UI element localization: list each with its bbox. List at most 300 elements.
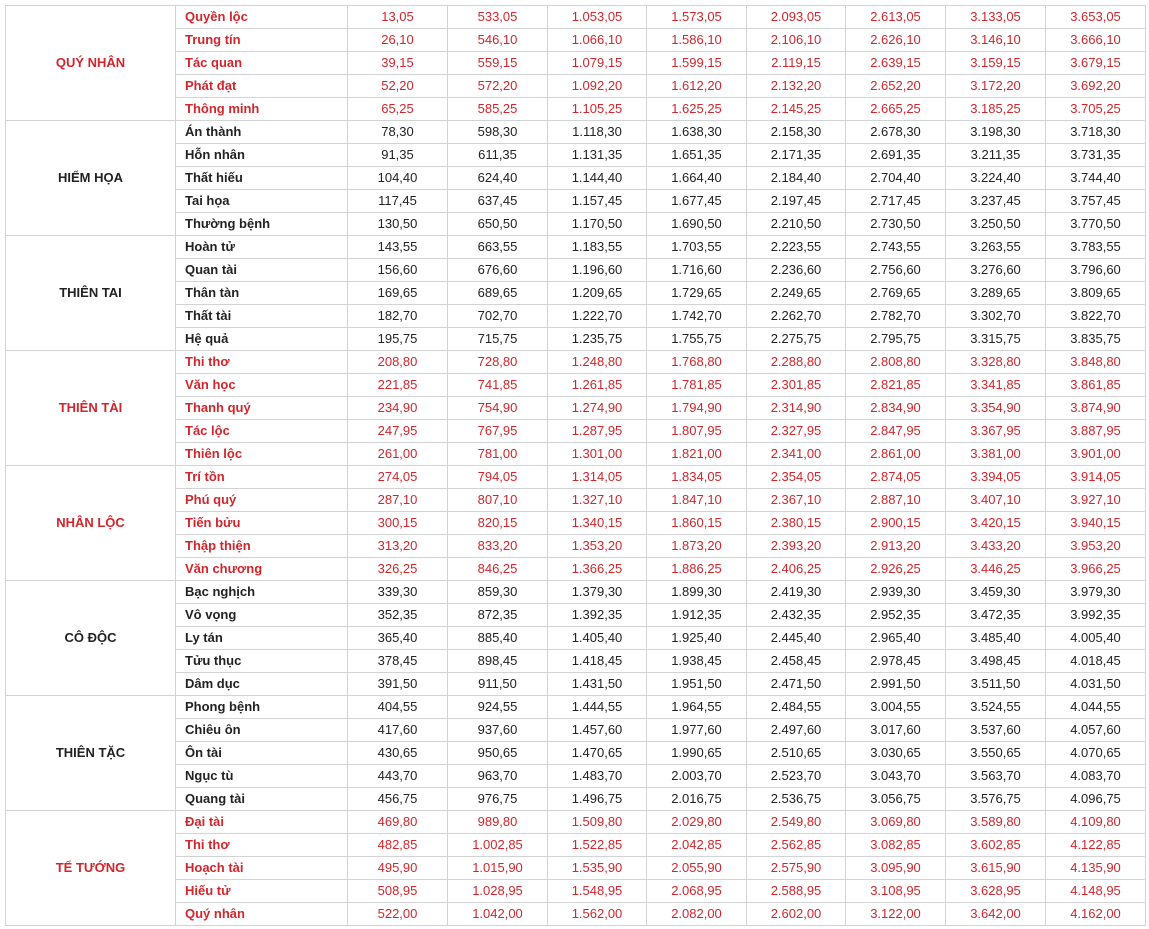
value-cell: 1.807,95 [647, 420, 747, 443]
value-cell: 2.691,35 [846, 144, 946, 167]
value-cell: 2.639,15 [846, 52, 946, 75]
value-cell: 533,05 [448, 6, 548, 29]
value-cell: 2.562,85 [747, 834, 846, 857]
value-cell: 3.692,20 [1046, 75, 1146, 98]
value-cell: 300,15 [348, 512, 448, 535]
value-cell: 130,50 [348, 213, 448, 236]
value-cell: 3.185,25 [946, 98, 1046, 121]
value-cell: 2.354,05 [747, 466, 846, 489]
value-cell: 2.939,30 [846, 581, 946, 604]
value-cell: 1.301,00 [548, 443, 647, 466]
value-cell: 898,45 [448, 650, 548, 673]
table-row [6, 880, 1146, 903]
table-row [6, 903, 1146, 926]
value-cell: 754,90 [448, 397, 548, 420]
value-cell: 2.602,00 [747, 903, 846, 926]
value-cell: 1.821,00 [647, 443, 747, 466]
value-cell: 4.122,85 [1046, 834, 1146, 857]
value-cell: 3.822,70 [1046, 305, 1146, 328]
value-cell: 1.612,20 [647, 75, 747, 98]
table-row [6, 696, 1146, 719]
value-cell: 3.563,70 [946, 765, 1046, 788]
value-cell: 2.913,20 [846, 535, 946, 558]
row-label: Chiêu ôn [176, 719, 348, 742]
table-row [6, 489, 1146, 512]
table-row [6, 29, 1146, 52]
row-label: Trí tồn [176, 466, 348, 489]
table-row [6, 857, 1146, 880]
value-cell: 585,25 [448, 98, 548, 121]
value-cell: 1.118,30 [548, 121, 647, 144]
value-cell: 1.392,35 [548, 604, 647, 627]
row-label: Văn chương [176, 558, 348, 581]
value-cell: 937,60 [448, 719, 548, 742]
value-cell: 3.589,80 [946, 811, 1046, 834]
value-cell: 4.148,95 [1046, 880, 1146, 903]
value-cell: 1.418,45 [548, 650, 647, 673]
value-cell: 4.083,70 [1046, 765, 1146, 788]
value-cell: 3.472,35 [946, 604, 1046, 627]
value-cell: 1.353,20 [548, 535, 647, 558]
value-cell: 2.288,80 [747, 351, 846, 374]
value-cell: 1.768,80 [647, 351, 747, 374]
value-cell: 1.573,05 [647, 6, 747, 29]
value-cell: 1.144,40 [548, 167, 647, 190]
table-row [6, 121, 1146, 144]
value-cell: 2.068,95 [647, 880, 747, 903]
value-cell: 885,40 [448, 627, 548, 650]
value-cell: 3.757,45 [1046, 190, 1146, 213]
value-cell: 495,90 [348, 857, 448, 880]
value-cell: 728,80 [448, 351, 548, 374]
row-label: Án thành [176, 121, 348, 144]
value-cell: 1.638,30 [647, 121, 747, 144]
table-row [6, 98, 1146, 121]
value-cell: 950,65 [448, 742, 548, 765]
value-cell: 2.093,05 [747, 6, 846, 29]
row-label: Thông minh [176, 98, 348, 121]
value-cell: 624,40 [448, 167, 548, 190]
value-cell: 3.263,55 [946, 236, 1046, 259]
table-row [6, 351, 1146, 374]
row-label: Ly tán [176, 627, 348, 650]
group-label: TỂ TƯỚNG [6, 811, 176, 926]
value-cell: 1.496,75 [548, 788, 647, 811]
value-cell: 3.744,40 [1046, 167, 1146, 190]
value-cell: 1.470,65 [548, 742, 647, 765]
value-cell: 1.170,50 [548, 213, 647, 236]
value-cell: 4.005,40 [1046, 627, 1146, 650]
value-cell: 3.550,65 [946, 742, 1046, 765]
value-cell: 3.043,70 [846, 765, 946, 788]
table-row [6, 604, 1146, 627]
value-cell: 2.861,00 [846, 443, 946, 466]
value-cell: 2.575,90 [747, 857, 846, 880]
value-cell: 2.626,10 [846, 29, 946, 52]
value-cell: 3.705,25 [1046, 98, 1146, 121]
value-cell: 1.327,10 [548, 489, 647, 512]
value-cell: 1.196,60 [548, 259, 647, 282]
table-row [6, 834, 1146, 857]
value-cell: 1.964,55 [647, 696, 747, 719]
value-cell: 650,50 [448, 213, 548, 236]
measurement-table [5, 5, 1146, 926]
table-row [6, 719, 1146, 742]
row-label: Phong bệnh [176, 696, 348, 719]
value-cell: 3.069,80 [846, 811, 946, 834]
row-label: Ôn tài [176, 742, 348, 765]
table-row [6, 466, 1146, 489]
value-cell: 3.666,10 [1046, 29, 1146, 52]
table-row [6, 558, 1146, 581]
value-cell: 2.132,20 [747, 75, 846, 98]
row-label: Trung tín [176, 29, 348, 52]
value-cell: 1.457,60 [548, 719, 647, 742]
value-cell: 2.874,05 [846, 466, 946, 489]
row-label: Thi thơ [176, 351, 348, 374]
value-cell: 2.471,50 [747, 673, 846, 696]
value-cell: 3.783,55 [1046, 236, 1146, 259]
table-row [6, 765, 1146, 788]
row-label: Tác quan [176, 52, 348, 75]
table-row [6, 581, 1146, 604]
value-cell: 1.092,20 [548, 75, 647, 98]
value-cell: 352,35 [348, 604, 448, 627]
value-cell: 2.003,70 [647, 765, 747, 788]
value-cell: 3.315,75 [946, 328, 1046, 351]
value-cell: 1.274,90 [548, 397, 647, 420]
value-cell: 676,60 [448, 259, 548, 282]
value-cell: 1.951,50 [647, 673, 747, 696]
value-cell: 3.953,20 [1046, 535, 1146, 558]
value-cell: 807,10 [448, 489, 548, 512]
value-cell: 1.834,05 [647, 466, 747, 489]
value-cell: 2.678,30 [846, 121, 946, 144]
value-cell: 1.690,50 [647, 213, 747, 236]
value-cell: 3.576,75 [946, 788, 1046, 811]
value-cell: 469,80 [348, 811, 448, 834]
row-label: Thiên lộc [176, 443, 348, 466]
value-cell: 2.016,75 [647, 788, 747, 811]
value-cell: 2.549,80 [747, 811, 846, 834]
value-cell: 4.135,90 [1046, 857, 1146, 880]
value-cell: 2.082,00 [647, 903, 747, 926]
row-label: Hiếu tử [176, 880, 348, 903]
value-cell: 208,80 [348, 351, 448, 374]
value-cell: 3.407,10 [946, 489, 1046, 512]
table-row [6, 673, 1146, 696]
value-cell: 702,70 [448, 305, 548, 328]
value-cell: 2.588,95 [747, 880, 846, 903]
value-cell: 2.275,75 [747, 328, 846, 351]
table-row [6, 190, 1146, 213]
row-label: Hoạch tài [176, 857, 348, 880]
value-cell: 1.248,80 [548, 351, 647, 374]
row-label: Thập thiện [176, 535, 348, 558]
value-cell: 522,00 [348, 903, 448, 926]
value-cell: 3.159,15 [946, 52, 1046, 75]
value-cell: 2.847,95 [846, 420, 946, 443]
value-cell: 3.198,30 [946, 121, 1046, 144]
value-cell: 2.367,10 [747, 489, 846, 512]
value-cell: 3.887,95 [1046, 420, 1146, 443]
value-cell: 1.002,85 [448, 834, 548, 857]
value-cell: 1.729,65 [647, 282, 747, 305]
value-cell: 2.991,50 [846, 673, 946, 696]
value-cell: 1.677,45 [647, 190, 747, 213]
value-cell: 715,75 [448, 328, 548, 351]
value-cell: 3.485,40 [946, 627, 1046, 650]
value-cell: 546,10 [448, 29, 548, 52]
value-cell: 3.433,20 [946, 535, 1046, 558]
value-cell: 3.459,30 [946, 581, 1046, 604]
value-cell: 3.498,45 [946, 650, 1046, 673]
value-cell: 1.015,90 [448, 857, 548, 880]
value-cell: 767,95 [448, 420, 548, 443]
value-cell: 3.927,10 [1046, 489, 1146, 512]
value-cell: 598,30 [448, 121, 548, 144]
value-cell: 911,50 [448, 673, 548, 696]
table-row [6, 144, 1146, 167]
value-cell: 1.209,65 [548, 282, 647, 305]
value-cell: 3.679,15 [1046, 52, 1146, 75]
value-cell: 1.535,90 [548, 857, 647, 880]
table-row [6, 52, 1146, 75]
value-cell: 456,75 [348, 788, 448, 811]
value-cell: 2.730,50 [846, 213, 946, 236]
value-cell: 637,45 [448, 190, 548, 213]
value-cell: 846,25 [448, 558, 548, 581]
table-row [6, 650, 1146, 673]
value-cell: 3.302,70 [946, 305, 1046, 328]
value-cell: 1.664,40 [647, 167, 747, 190]
value-cell: 3.511,50 [946, 673, 1046, 696]
value-cell: 2.613,05 [846, 6, 946, 29]
group-label: THIÊN TẶC [6, 696, 176, 811]
value-cell: 417,60 [348, 719, 448, 742]
value-cell: 4.070,65 [1046, 742, 1146, 765]
value-cell: 1.716,60 [647, 259, 747, 282]
table-row [6, 328, 1146, 351]
value-cell: 1.379,30 [548, 581, 647, 604]
value-cell: 326,25 [348, 558, 448, 581]
value-cell: 2.042,85 [647, 834, 747, 857]
value-cell: 1.625,25 [647, 98, 747, 121]
value-cell: 741,85 [448, 374, 548, 397]
value-cell: 3.394,05 [946, 466, 1046, 489]
value-cell: 2.393,20 [747, 535, 846, 558]
table-row [6, 213, 1146, 236]
group-label: QUÝ NHÂN [6, 6, 176, 121]
value-cell: 378,45 [348, 650, 448, 673]
table-row [6, 811, 1146, 834]
value-cell: 1.847,10 [647, 489, 747, 512]
value-cell: 2.497,60 [747, 719, 846, 742]
value-cell: 2.055,90 [647, 857, 747, 880]
value-cell: 1.509,80 [548, 811, 647, 834]
value-cell: 1.899,30 [647, 581, 747, 604]
value-cell: 2.821,85 [846, 374, 946, 397]
value-cell: 404,55 [348, 696, 448, 719]
row-label: Phát đạt [176, 75, 348, 98]
table-row [6, 788, 1146, 811]
value-cell: 1.405,40 [548, 627, 647, 650]
value-cell: 2.782,70 [846, 305, 946, 328]
value-cell: 1.028,95 [448, 880, 548, 903]
value-cell: 313,20 [348, 535, 448, 558]
value-cell: 3.004,55 [846, 696, 946, 719]
value-cell: 1.483,70 [548, 765, 647, 788]
value-cell: 2.887,10 [846, 489, 946, 512]
value-cell: 611,35 [448, 144, 548, 167]
value-cell: 2.171,35 [747, 144, 846, 167]
value-cell: 2.210,50 [747, 213, 846, 236]
value-cell: 2.314,90 [747, 397, 846, 420]
value-cell: 2.978,45 [846, 650, 946, 673]
value-cell: 508,95 [348, 880, 448, 903]
value-cell: 3.017,60 [846, 719, 946, 742]
value-cell: 3.367,95 [946, 420, 1046, 443]
row-label: Hỗn nhân [176, 144, 348, 167]
value-cell: 430,65 [348, 742, 448, 765]
value-cell: 234,90 [348, 397, 448, 420]
value-cell: 2.223,55 [747, 236, 846, 259]
value-cell: 2.029,80 [647, 811, 747, 834]
value-cell: 872,35 [448, 604, 548, 627]
value-cell: 833,20 [448, 535, 548, 558]
value-cell: 2.184,40 [747, 167, 846, 190]
value-cell: 2.536,75 [747, 788, 846, 811]
value-cell: 1.079,15 [548, 52, 647, 75]
value-cell: 976,75 [448, 788, 548, 811]
value-cell: 794,05 [448, 466, 548, 489]
value-cell: 4.057,60 [1046, 719, 1146, 742]
group-label: HIỂM HỌA [6, 121, 176, 236]
row-label: Quan tài [176, 259, 348, 282]
value-cell: 1.742,70 [647, 305, 747, 328]
value-cell: 2.327,95 [747, 420, 846, 443]
row-label: Vô vọng [176, 604, 348, 627]
table-row [6, 75, 1146, 98]
value-cell: 3.966,25 [1046, 558, 1146, 581]
row-label: Tai họa [176, 190, 348, 213]
value-cell: 3.602,85 [946, 834, 1046, 857]
value-cell: 3.224,40 [946, 167, 1046, 190]
value-cell: 1.222,70 [548, 305, 647, 328]
value-cell: 3.237,45 [946, 190, 1046, 213]
value-cell: 2.341,00 [747, 443, 846, 466]
value-cell: 1.794,90 [647, 397, 747, 420]
value-cell: 2.952,35 [846, 604, 946, 627]
value-cell: 274,05 [348, 466, 448, 489]
value-cell: 2.119,15 [747, 52, 846, 75]
table-row [6, 443, 1146, 466]
value-cell: 169,65 [348, 282, 448, 305]
value-cell: 2.432,35 [747, 604, 846, 627]
value-cell: 3.211,35 [946, 144, 1046, 167]
value-cell: 247,95 [348, 420, 448, 443]
value-cell: 963,70 [448, 765, 548, 788]
value-cell: 3.276,60 [946, 259, 1046, 282]
value-cell: 1.873,20 [647, 535, 747, 558]
value-cell: 143,55 [348, 236, 448, 259]
value-cell: 365,40 [348, 627, 448, 650]
value-cell: 2.484,55 [747, 696, 846, 719]
value-cell: 482,85 [348, 834, 448, 857]
value-cell: 2.236,60 [747, 259, 846, 282]
value-cell: 2.419,30 [747, 581, 846, 604]
value-cell: 156,60 [348, 259, 448, 282]
value-cell: 2.145,25 [747, 98, 846, 121]
table-row [6, 512, 1146, 535]
table-row [6, 420, 1146, 443]
value-cell: 2.262,70 [747, 305, 846, 328]
value-cell: 2.652,20 [846, 75, 946, 98]
table-row [6, 259, 1146, 282]
value-cell: 2.197,45 [747, 190, 846, 213]
value-cell: 3.095,90 [846, 857, 946, 880]
value-cell: 1.053,05 [548, 6, 647, 29]
value-cell: 3.133,05 [946, 6, 1046, 29]
value-cell: 104,40 [348, 167, 448, 190]
row-label: Thất hiếu [176, 167, 348, 190]
value-cell: 2.458,45 [747, 650, 846, 673]
value-cell: 820,15 [448, 512, 548, 535]
row-label: Phú quý [176, 489, 348, 512]
table-row [6, 236, 1146, 259]
value-cell: 2.743,55 [846, 236, 946, 259]
value-cell: 1.912,35 [647, 604, 747, 627]
value-cell: 65,25 [348, 98, 448, 121]
value-cell: 3.328,80 [946, 351, 1046, 374]
row-label: Tác lộc [176, 420, 348, 443]
row-label: Thi thơ [176, 834, 348, 857]
value-cell: 3.030,65 [846, 742, 946, 765]
table-row [6, 167, 1146, 190]
value-cell: 3.914,05 [1046, 466, 1146, 489]
group-label: NHÂN LỘC [6, 466, 176, 581]
value-cell: 287,10 [348, 489, 448, 512]
value-cell: 3.835,75 [1046, 328, 1146, 351]
value-cell: 3.381,00 [946, 443, 1046, 466]
value-cell: 1.235,75 [548, 328, 647, 351]
measurement-table-container [5, 5, 1146, 926]
value-cell: 4.109,80 [1046, 811, 1146, 834]
row-label: Hoàn tử [176, 236, 348, 259]
row-label: Tiến bửu [176, 512, 348, 535]
table-row [6, 397, 1146, 420]
value-cell: 4.096,75 [1046, 788, 1146, 811]
table-row [6, 305, 1146, 328]
value-cell: 3.056,75 [846, 788, 946, 811]
table-row [6, 627, 1146, 650]
value-cell: 3.146,10 [946, 29, 1046, 52]
value-cell: 3.848,80 [1046, 351, 1146, 374]
value-cell: 1.548,95 [548, 880, 647, 903]
value-cell: 3.108,95 [846, 880, 946, 903]
value-cell: 3.901,00 [1046, 443, 1146, 466]
value-cell: 2.406,25 [747, 558, 846, 581]
value-cell: 2.834,90 [846, 397, 946, 420]
value-cell: 13,05 [348, 6, 448, 29]
value-cell: 1.314,05 [548, 466, 647, 489]
value-cell: 221,85 [348, 374, 448, 397]
value-cell: 663,55 [448, 236, 548, 259]
value-cell: 2.523,70 [747, 765, 846, 788]
value-cell: 3.809,65 [1046, 282, 1146, 305]
value-cell: 1.444,55 [548, 696, 647, 719]
value-cell: 3.524,55 [946, 696, 1046, 719]
